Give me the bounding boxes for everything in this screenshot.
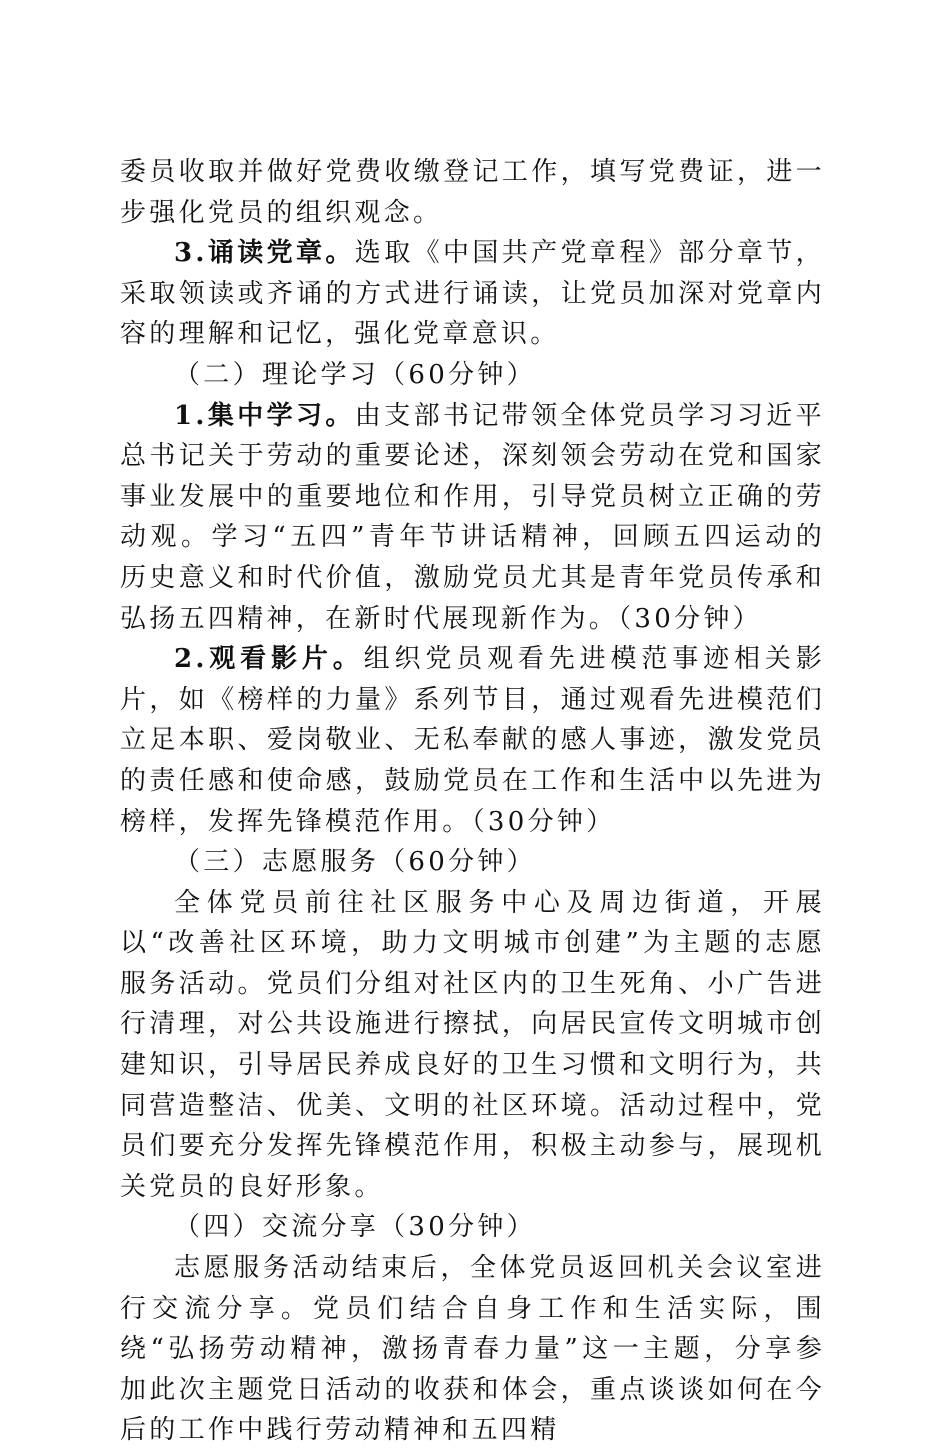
paragraph-text: 全体党员前往社区服务中心及周边街道，开展以“改善社区环境，助力文明城市创建”为主题的志愿服务活动。党员们分组对社区内的卫生死角、小广告进行清理，对公共设施进行擦拭，向居民宣传文明城市创建知识，引导居民养成良好的卫生习惯和文明行为，共同营造整洁、优美、文明的社区环境。活动过程中，党员们要充分发挥先锋模范作用，积极主动参与，展现机关党员的良好形象。: [120, 887, 825, 1202]
paragraph-volunteer-service: [120, 883, 825, 1208]
item-text: 由支部书记带领全体党员学习习近平总书记关于劳动的重要论述，深刻领会劳动在党和国家事业发展中的重要地位和作用，引导党员树立正确的劳动观。学习“五四”青年节讲话精神，回顾五四运动的历史意义和时代价值，激励党员尤其是青年党员传承和弘扬五四精神，在新时代展现新作为。（30分钟）: [120, 400, 825, 634]
item-group-study: [120, 396, 825, 640]
paragraph-exchange-sharing: [120, 1248, 825, 1451]
section-heading-exchange-sharing: [120, 1207, 825, 1248]
heading-text: （二）理论学习（60分钟）: [174, 359, 536, 390]
item-lead: 2.观看影片。: [174, 644, 364, 675]
paragraph-text: 志愿服务活动结束后，全体党员返回机关会议室进行交流分享。党员们结合自身工作和生活实际，围绕“弘扬劳动精神，激扬青春力量”这一主题，分享参加此次主题党日活动的收获和体会，重点谈谈如何在今后的工作中践行劳动精神和五四精: [120, 1253, 825, 1446]
paragraph-text: 委员收取并做好党费收缴登记工作，填写党费证，进一步强化党员的组织观念。: [120, 157, 825, 228]
item-text: 组织党员观看先进模范事迹相关影片，如《榜样的力量》系列节目，通过观看先进模范们立足本职、爱岗敬业、无私奉献的感人事迹，激发党员的责任感和使命感，鼓励党员在工作和生活中以先进为榜样，发挥先锋模范作用。（30分钟）: [120, 644, 825, 837]
document-page: [120, 152, 825, 1451]
section-heading-volunteer-service: [120, 842, 825, 883]
item-text: 选取《中国共产党章程》部分章节，采取领读或齐诵的方式进行诵读，让党员加深对党章内容的理解和记忆，强化党章意识。: [120, 238, 825, 350]
heading-text: （四）交流分享（30分钟）: [174, 1212, 536, 1243]
section-heading-theory-study: [120, 355, 825, 396]
item-lead: 3.诵读党章。: [174, 238, 355, 269]
item-lead: 1.集中学习。: [174, 400, 355, 431]
paragraph-dues-continuation: [120, 152, 825, 233]
item-recite-party-constitution: [120, 233, 825, 355]
heading-text: （三）志愿服务（60分钟）: [174, 847, 536, 878]
item-watch-film: [120, 639, 825, 842]
